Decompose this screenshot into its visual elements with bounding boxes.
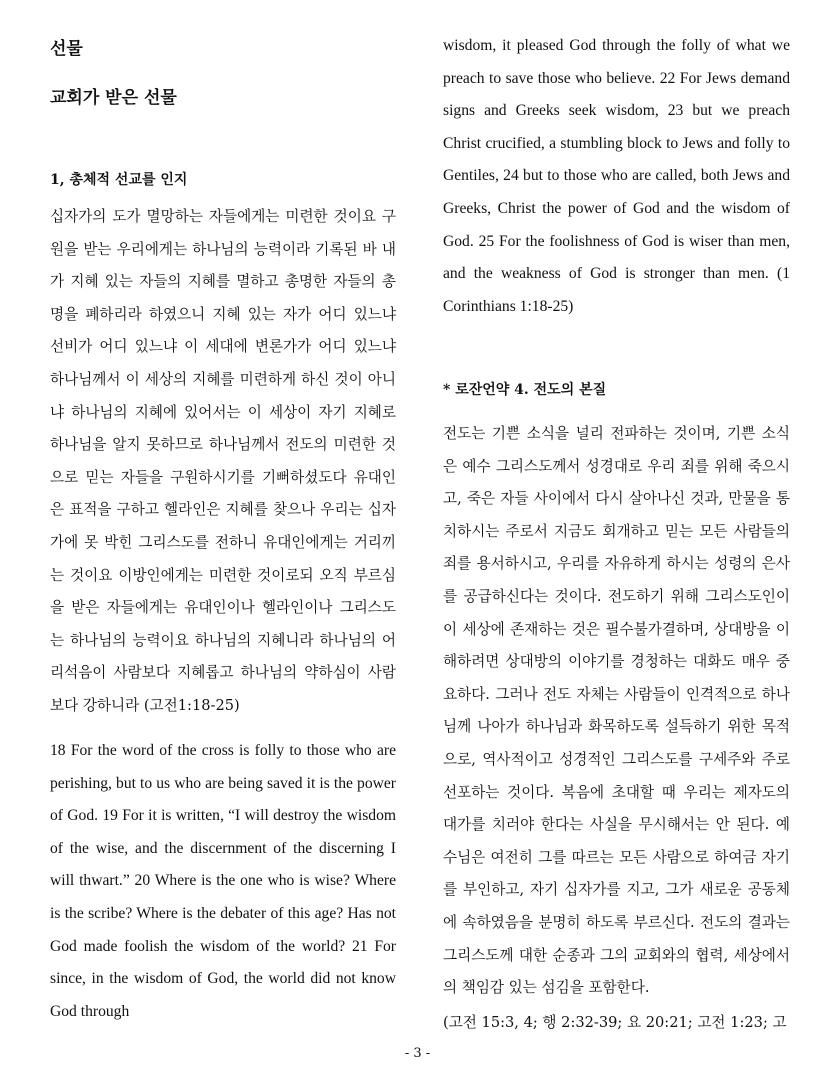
korean-scripture-paragraph: 십자가의 도가 멸망하는 자들에게는 미련한 것이요 구원을 받는 우리에게는 하나님의 능력이라 기록된 바 내가 지혜 있는 자들의 지혜를 멸하고 총명한 자들의 총명을 폐하리라 하였으니 지혜 있는 자가 어디 있느냐 선비가 어디 있느냐 이 세대에 변론가가 어디 있느냐 하나님께서 이 세상의 지혜를 미련하게 하신 것이 아니냐 하나님의 지혜에 있어서는 이 세상이 자기 지혜로 하나님을 알지 못하므로 하나님께서 전도의 미련한 것으로 믿는 자들을 구원하시기를 기뻐하셨도다 유대인은 표적을 구하고 헬라인은 지혜를 찾으나 우리는 십자가에 못 박힌 그리스도를 전하니 유대인에게는 거리끼는 것이요 이방인에게는 미련한 것이로되 오직 부르심을 받은 자들에게는 유대인이나 헬라인이나 그리스도는 하나님의 능력이요 하나님의 지혜니라 하나님의 어리석음이 사람보다 지혜롭고 하나님의 약하심이 사람보다 강하니라 (고전1:18-25) xyxy=(50,208,396,714)
english-scripture-continuation: wisdom, it pleased God through the folly of what we preach to save those who believe. 22 For Jews demand signs and Greeks seek wisdom, 23 but we preach Christ crucified, a stumbling block to Jews and folly to Gentiles, 24 but to those who are called, both Jews and Greeks, Christ the power of God and the wisdom of God. 25 For the foolishness of God is wiser than men, and the weakness of God is stronger than men. (1 Corinthians 1:18-25) xyxy=(443,37,790,315)
section-heading-lausanne-covenant: * 로잔언약 4. 전도의 본질 xyxy=(443,382,607,398)
page-number: - 3 - xyxy=(404,1046,431,1061)
lausanne-evangelism-paragraph: 전도는 기쁜 소식을 널리 전파하는 것이며, 기쁜 소식은 예수 그리스도께서 성경대로 우리 죄를 위해 죽으시고, 죽은 자들 사이에서 다시 살아나신 것과, 만물을 통치하시는 주로서 지금도 회개하고 믿는 모든 사람들의 죄를 용서하시고, 우리를 자유하게 하시는 성령의 은사를 공급하신다는 것이다. 전도하기 위해 그리스도인이 이 세상에 존재하는 것은 필수불가결하며, 상대방을 이해하려면 상대방의 이야기를 경청하는 대화도 매우 중요하다. 그러나 전도 자체는 사람들이 인격적으로 하나님께 나아가 하나님과 화목하도록 설득하기 위한 목적으로, 역사적이고 성경적인 그리스도를 구세주와 주로 선포하는 것이다. 복음에 초대할 때 우리는 제자도의 대가를 치러야 한다는 사실을 무시해서는 안 된다. 예수님은 여전히 그를 따르는 모든 사람으로 하여금 자기를 부인하고, 자기 십자가를 지고, 그가 새로운 공동체에 속하였음을 분명히 하도록 부르신다. 전도의 결과는 그리스도께 대한 순종과 그의 교회와의 협력, 세상에서의 책임감 있는 섬김을 포함한다. xyxy=(443,425,790,997)
document-title: 선물 xyxy=(50,39,83,59)
section-heading-holistic-mission: 1, 총체적 선교를 인지 xyxy=(50,172,188,188)
scripture-references: (고전 15:3, 4; 행 2:32-39; 요 20:21; 고전 1:23; 고 xyxy=(443,1014,787,1031)
english-scripture-paragraph: 18 For the word of the cross is folly to those who are perishing, but to us who are being saved it is the power of God. 19 For it is written, “I will destroy the wisdom of the wise, and the discernment of the discerning I will thwart.” 20 Where is the one who is wise? Where is the scribe? Where is the debater of this age? Has not God made foolish the wisdom of the world? 21 For since, in the wisdom of God, the world did not know God through xyxy=(50,742,396,1020)
document-subtitle: 교회가 받은 선물 xyxy=(50,88,177,108)
